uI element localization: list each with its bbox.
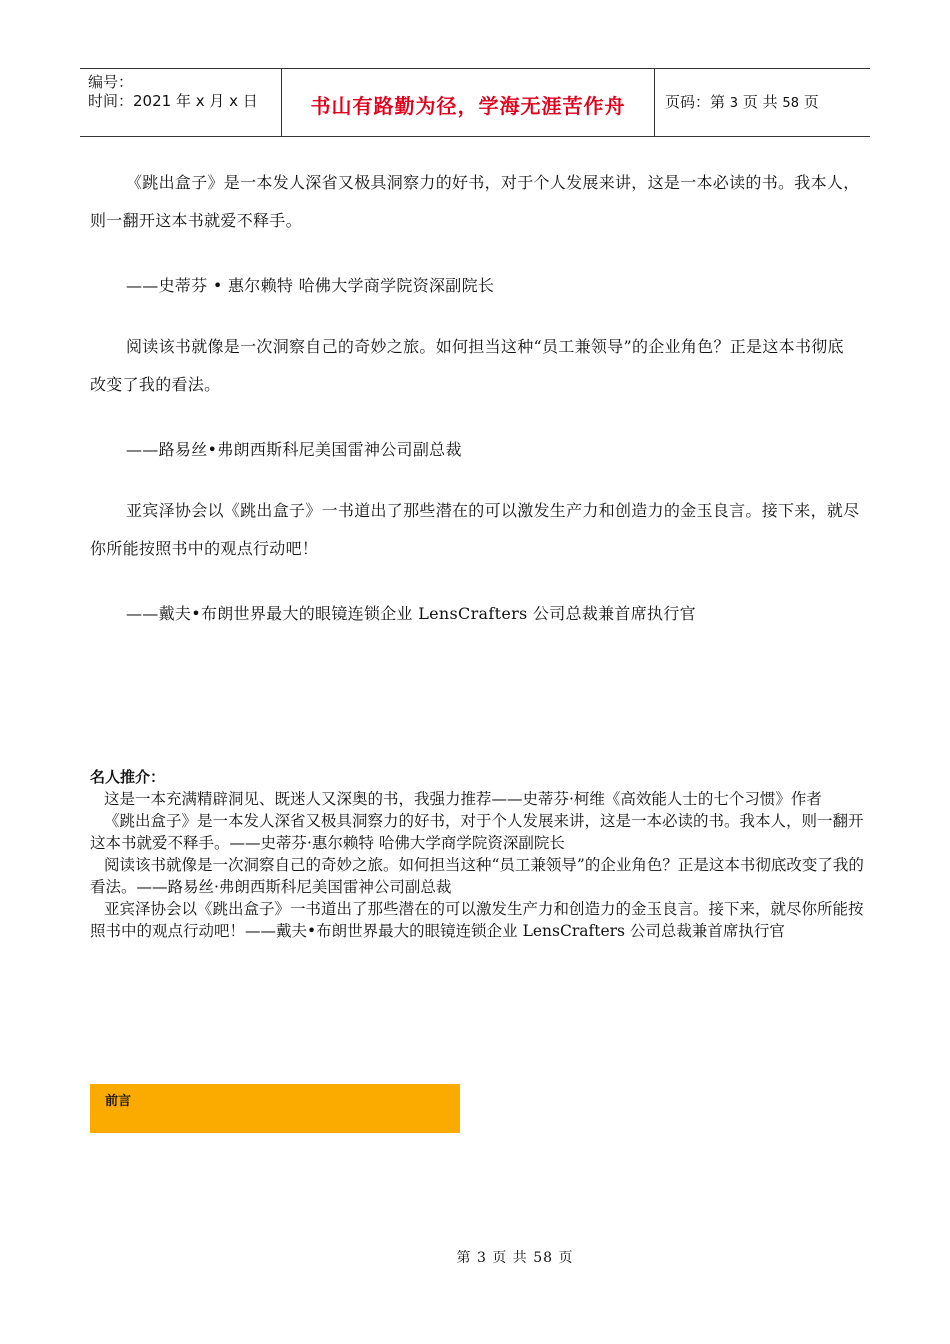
page-prefix: 页码：第 bbox=[665, 93, 726, 111]
quote-text: 阅读该书就像是一次洞察自己的奇妙之旅。如何担当这种“员工兼领导”的企业角色？正是这本书彻底改变了我的看法。 bbox=[90, 337, 844, 394]
quote-block bbox=[90, 164, 860, 298]
date-label: 时间：2021 年 x 月 x 日 bbox=[88, 92, 258, 110]
recommendation-item: 《跳出盒子》是一本发人深省又极具洞察力的好书，对于个人发展来讲，这是一本必读的书。我本人，则一翻开这本书就爱不释手。——史蒂芬·惠尔赖特 哈佛大学商学院资深副院长 bbox=[90, 812, 864, 852]
recommendations-title: 名人推介： bbox=[90, 768, 166, 786]
page-current: 3 bbox=[729, 96, 739, 111]
preface-banner bbox=[90, 1084, 460, 1133]
recommendations bbox=[90, 766, 866, 942]
recommendation-item: 这是一本充满精辟洞见、既迷人又深奥的书，我强力推荐——史蒂芬·柯维《高效能人士的七个习惯》作者 bbox=[104, 790, 822, 808]
page-footer: 第 3 页 共 58 页 bbox=[456, 1250, 574, 1266]
header-meta bbox=[88, 73, 258, 111]
page-header bbox=[80, 68, 870, 137]
header-page-info bbox=[665, 91, 819, 112]
recommendation-item: 阅读该书就像是一次洞察自己的奇妙之旅。如何担当这种“员工兼领导”的企业角色？正是这本书彻底改变了我的看法。——路易丝·弗朗西斯科尼美国雷神公司副总裁 bbox=[90, 856, 864, 896]
header-motto-cell bbox=[281, 69, 655, 136]
page-total: 58 bbox=[782, 96, 799, 111]
quote-text: 亚宾泽协会以《跳出盒子》一书道出了那些潜在的可以激发生产力和创造力的金玉良言。接下来，就尽你所能按照书中的观点行动吧！ bbox=[90, 501, 860, 558]
quote-attribution: ——路易丝•弗朗西斯科尼美国雷神公司副总裁 bbox=[126, 440, 462, 459]
quote-text: 《跳出盒子》是一本发人深省又极具洞察力的好书，对于个人发展来讲，这是一本必读的书。我本人，则一翻开这本书就爱不释手。 bbox=[90, 173, 860, 230]
serial-label: 编号： bbox=[88, 73, 134, 91]
quote-attribution: ——史蒂芬 • 惠尔赖特 哈佛大学商学院资深副院长 bbox=[126, 276, 495, 295]
preface-title: 前言 bbox=[105, 1094, 132, 1109]
motto: 书山有路勤为径，学海无涯苦作舟 bbox=[310, 94, 626, 118]
recommendation-item: 亚宾泽协会以《跳出盒子》一书道出了那些潜在的可以激发生产力和创造力的金玉良言。接下来，就尽你所能按照书中的观点行动吧！——戴夫•布朗世界最大的眼镜连锁企业 LensCrafters 公司总裁兼首席执行官 bbox=[90, 900, 864, 940]
quote-block bbox=[90, 328, 860, 462]
page-suffix: 页 bbox=[803, 93, 819, 111]
quote-attribution: ——戴夫•布朗世界最大的眼镜连锁企业 LensCrafters 公司总裁兼首席执行官 bbox=[126, 604, 696, 623]
page-mid: 页 共 bbox=[742, 93, 778, 111]
quote-block bbox=[90, 492, 860, 626]
